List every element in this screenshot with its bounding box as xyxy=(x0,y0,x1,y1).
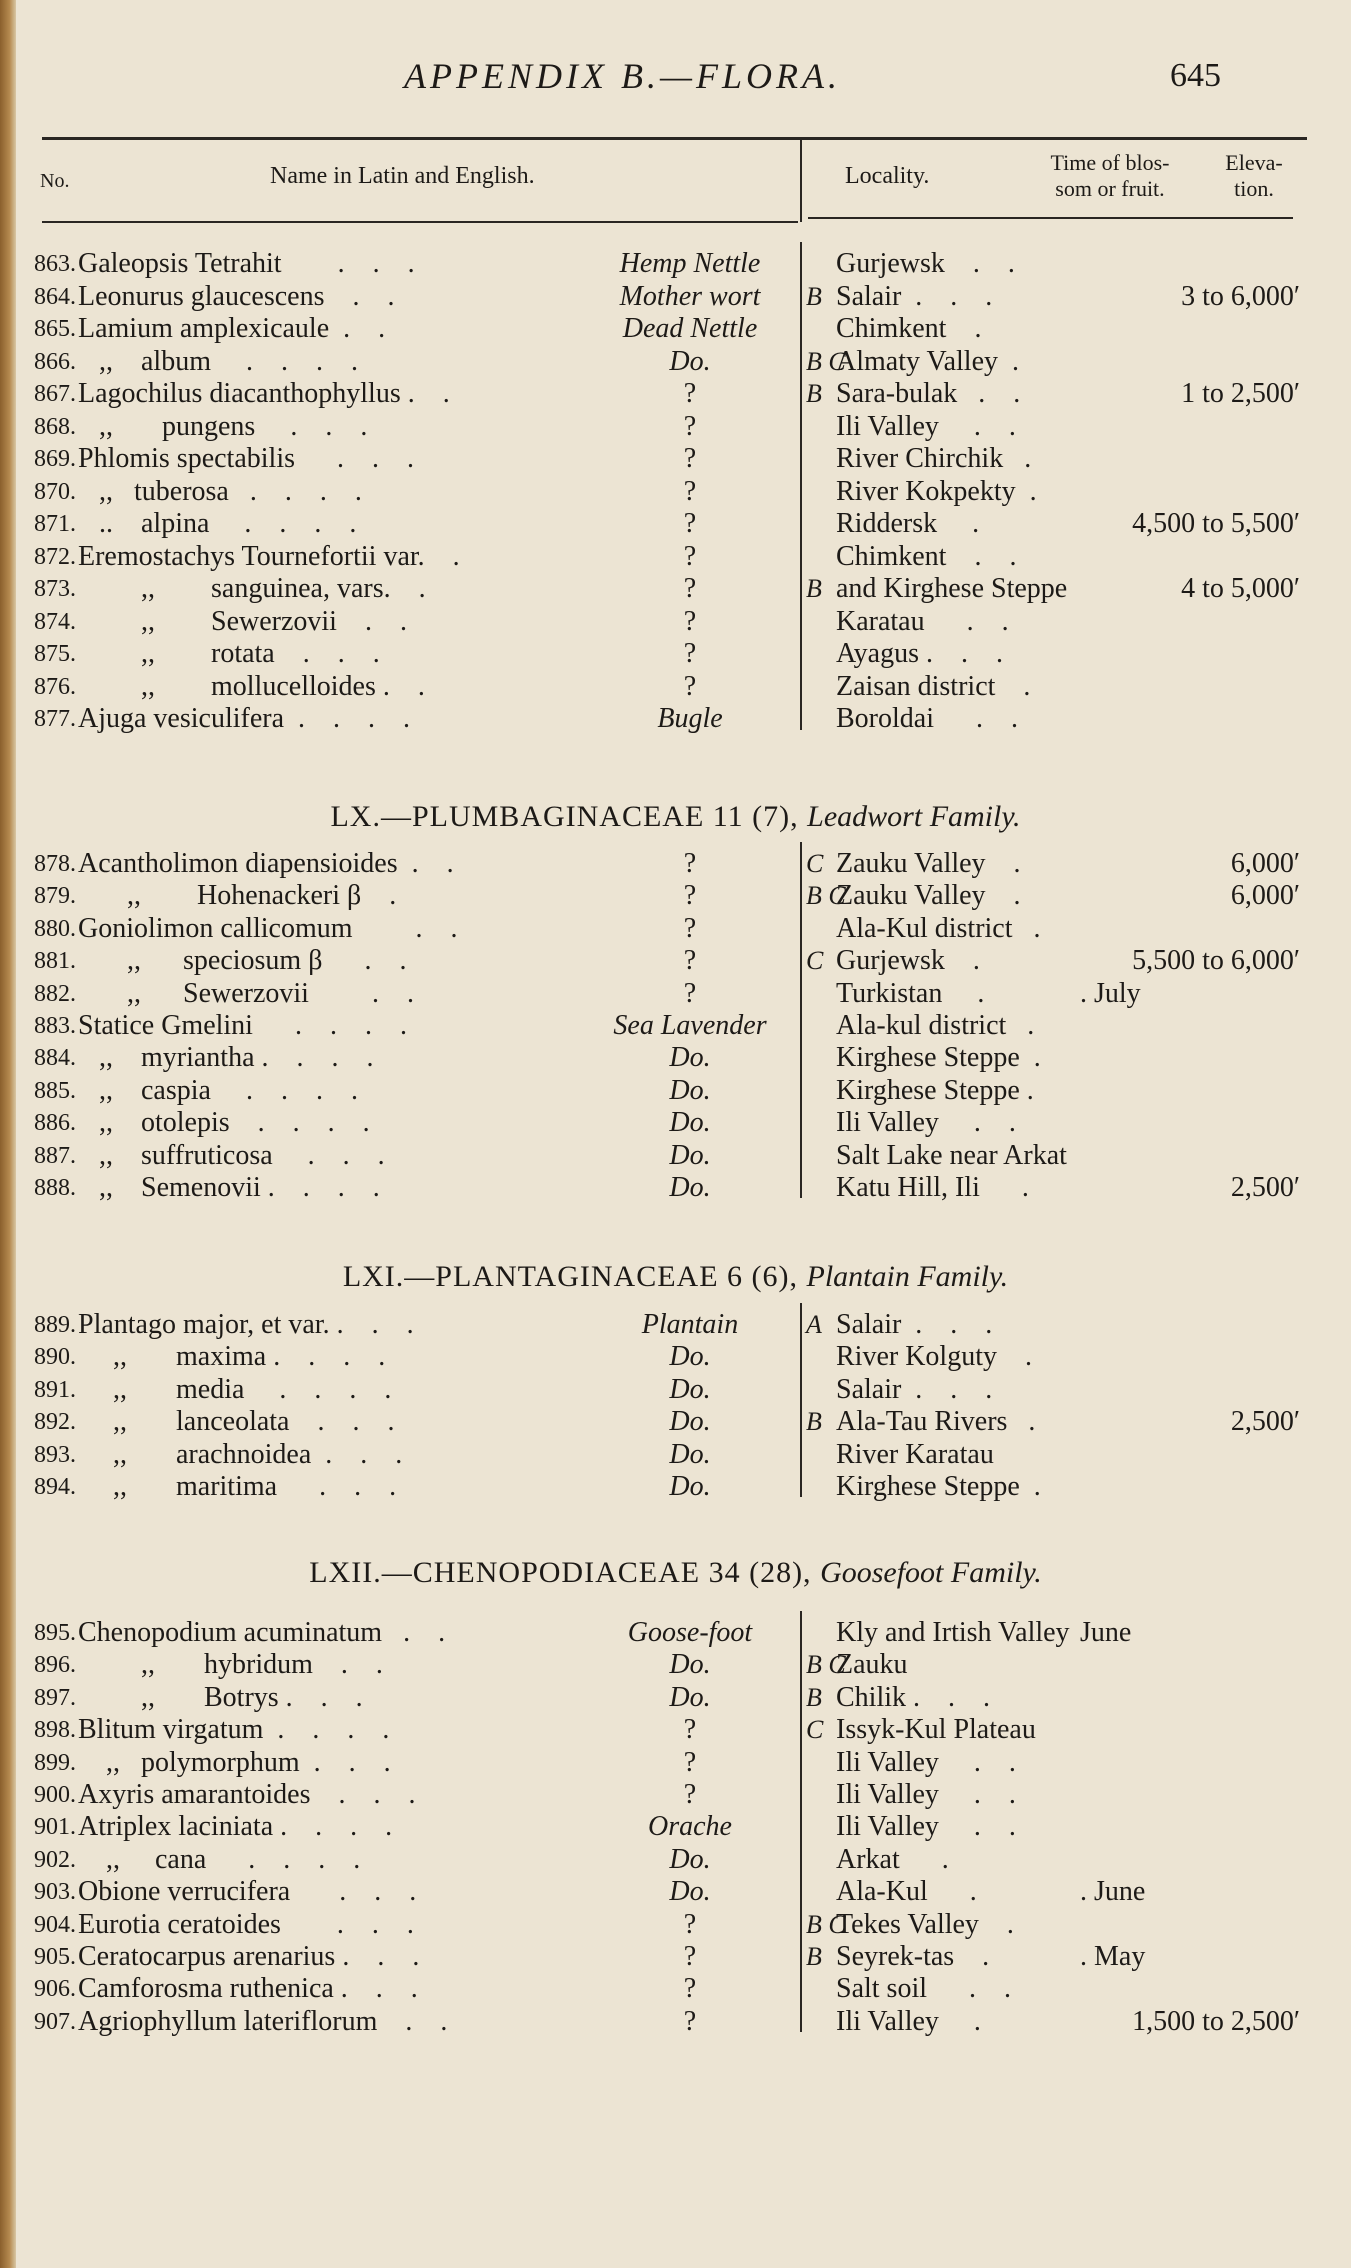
table-row xyxy=(0,945,1351,977)
latin-name: ,, myriantha . . . . xyxy=(78,1042,374,1074)
table-row xyxy=(0,1140,1351,1172)
locality: Salt soil . . xyxy=(836,1973,1012,2005)
english-name: ? xyxy=(683,945,697,977)
table-row xyxy=(0,1909,1351,1941)
entry-number: 891. xyxy=(34,1376,76,1403)
entry-number: 888. xyxy=(34,1175,76,1201)
latin-name: ,, maxima . . . . xyxy=(78,1341,386,1373)
locality: Seyrek-tas . xyxy=(836,1941,990,1972)
locality: Ili Valley . . xyxy=(836,1107,1016,1139)
elevation: 6,000′ xyxy=(1230,880,1300,912)
latin-name: Statice Gmelini . . . . xyxy=(78,1010,407,1041)
english-name: ? xyxy=(683,1941,697,1972)
english-name: ? xyxy=(683,670,697,702)
english-name: ? xyxy=(683,1714,697,1746)
latin-name: Ceratocarpus arenarius . . . xyxy=(78,1941,420,1972)
latin-name: Blitum virgatum . . . . xyxy=(78,1714,390,1746)
table-row xyxy=(0,1973,1351,2005)
zone-letter: C xyxy=(806,946,824,976)
latin-name: ,, polymorphum . . . xyxy=(78,1746,391,1778)
table-row xyxy=(0,1042,1351,1074)
table-row xyxy=(0,378,1351,410)
locality: Katu Hill, Ili . xyxy=(836,1172,1029,1203)
english-name: ? xyxy=(683,880,697,912)
english-name: Dead Nettle xyxy=(622,313,758,344)
entry-number: 874. xyxy=(34,608,76,635)
latin-name: Goniolimon callicomum . . xyxy=(78,912,458,944)
column-header-time-line1: Time of blos- xyxy=(1050,150,1170,175)
latin-name: Plantago major, et var. . . . xyxy=(78,1309,414,1340)
zone-letter: B xyxy=(806,281,822,311)
zone-letter: C xyxy=(806,1715,824,1745)
elevation: 3 to 6,000′ xyxy=(1181,280,1300,312)
table-row xyxy=(0,978,1351,1010)
entry-number: 894. xyxy=(34,1474,76,1500)
zone-letter: C xyxy=(806,849,824,878)
locality: Ala-kul district . xyxy=(836,1010,1035,1041)
top-rule xyxy=(42,137,1307,140)
locality: Chimkent . xyxy=(836,313,982,344)
table-row xyxy=(0,848,1351,880)
latin-name: ,, hybridum . . xyxy=(78,1649,383,1681)
english-name: Do. xyxy=(669,1074,711,1106)
latin-name: Galeopsis Tetrahit . . . xyxy=(78,248,415,279)
zone-letter: B C xyxy=(806,881,846,911)
entry-number: 905. xyxy=(34,1944,76,1970)
entry-number: 865. xyxy=(34,316,76,342)
entry-number: 893. xyxy=(34,1441,76,1468)
english-name: ? xyxy=(683,1908,697,1940)
family-english-name: Plantain Family. xyxy=(806,1260,1009,1293)
table-row xyxy=(0,1811,1351,1843)
table-row xyxy=(0,248,1351,280)
table-row xyxy=(0,281,1351,313)
blossom-time: . June xyxy=(1080,1876,1146,1908)
latin-name: ,, cana . . . . xyxy=(78,1843,361,1875)
locality: Salair . . . xyxy=(836,1309,993,1340)
locality: Turkistan . xyxy=(836,977,985,1009)
column-header-elev-line2: tion. xyxy=(1234,176,1274,201)
elevation: 2,500′ xyxy=(1230,1172,1300,1203)
locality: Arkat . xyxy=(836,1843,949,1875)
page-number: 645 xyxy=(1170,57,1221,94)
latin-name: ,, maritima . . . xyxy=(78,1471,397,1502)
latin-name: Acantholimon diapensioides . . xyxy=(78,848,454,879)
entry-number: 896. xyxy=(34,1652,76,1679)
locality: Chimkent . . xyxy=(836,540,1017,572)
entry-number: 907. xyxy=(34,2008,76,2035)
english-name: ? xyxy=(683,1746,697,1778)
locality: Ala-Kul . xyxy=(836,1876,977,1908)
elevation: 1,500 to 2,500′ xyxy=(1132,2005,1300,2037)
english-name: Orache xyxy=(648,1811,732,1843)
latin-name: Phlomis spectabilis . . . xyxy=(78,443,414,474)
table-row xyxy=(0,346,1351,378)
header-rule-right xyxy=(808,217,1293,219)
english-name: Do. xyxy=(669,1681,711,1713)
entry-number: 870. xyxy=(34,478,76,505)
latin-name: ,, arachnoidea . . . xyxy=(78,1438,403,1470)
english-name: Bugle xyxy=(657,703,723,734)
table-row xyxy=(0,1844,1351,1876)
elevation: 4 to 5,000′ xyxy=(1181,573,1300,604)
column-header-locality: Locality. xyxy=(845,163,930,189)
locality: Zauku Valley . xyxy=(836,848,1021,879)
latin-name: Lamium amplexicaule . . xyxy=(78,313,386,344)
locality: Kirghese Steppe . xyxy=(836,1074,1034,1106)
elevation: 2,500′ xyxy=(1230,1406,1300,1438)
locality: Tekes Valley . xyxy=(836,1908,1014,1940)
zone-letter: B xyxy=(806,379,822,408)
family-name: LX.—PLUMBAGINACEAE 11 (7), xyxy=(330,800,808,833)
table-row xyxy=(0,703,1351,735)
table-row xyxy=(0,1617,1351,1649)
english-name: Hemp Nettle xyxy=(619,248,761,279)
latin-name: Chenopodium acuminatum . . xyxy=(78,1617,446,1648)
table-row xyxy=(0,1374,1351,1406)
table-row xyxy=(0,1649,1351,1681)
locality: Gurjewsk . . xyxy=(836,248,1015,279)
entry-number: 904. xyxy=(34,1911,76,1938)
running-head xyxy=(0,55,1351,105)
entry-number: 887. xyxy=(34,1142,76,1169)
family-english-name: Goosefoot Family. xyxy=(820,1556,1042,1589)
family-name: LXI.—PLANTAGINACEAE 6 (6), xyxy=(342,1260,807,1293)
entry-number: 866. xyxy=(34,348,76,375)
table-row xyxy=(0,508,1351,540)
latin-name: ,, suffruticosa . . . xyxy=(78,1139,385,1171)
table-row xyxy=(0,1471,1351,1503)
column-header-name: Name in Latin and English. xyxy=(270,163,535,189)
entry-number: 879. xyxy=(34,883,76,910)
column-divider-header xyxy=(800,140,802,222)
locality: Ili Valley . . xyxy=(836,410,1016,442)
table-row xyxy=(0,1747,1351,1779)
entry-number: 901. xyxy=(34,1814,76,1841)
entry-number: 883. xyxy=(34,1013,76,1039)
family-english-name: Leadwort Family. xyxy=(807,800,1021,833)
english-name: Do. xyxy=(669,1373,711,1405)
latin-name: ,, rotata . . . xyxy=(78,638,380,669)
locality: Ala-Kul district . xyxy=(836,912,1041,944)
english-name: ? xyxy=(683,848,697,879)
table-row xyxy=(0,880,1351,912)
latin-name: Agriophyllum lateriflorum . . xyxy=(78,2005,448,2037)
column-header-elevation xyxy=(1208,150,1300,202)
english-name: ? xyxy=(683,378,697,409)
entry-number: 877. xyxy=(34,706,76,732)
table-row xyxy=(0,1010,1351,1042)
latin-name: ,, Sewerzovii . . xyxy=(78,977,414,1009)
locality: Salt Lake near Arkat xyxy=(836,1139,1067,1171)
entry-number: 900. xyxy=(34,1782,76,1808)
blossom-time: . May xyxy=(1080,1941,1146,1972)
locality: Kly and Irtish Valley xyxy=(836,1617,1070,1648)
table-row xyxy=(0,1682,1351,1714)
zone-letter: B C xyxy=(806,1909,846,1939)
locality: and Kirghese Steppe xyxy=(836,573,1068,604)
locality: Ayagus . . . xyxy=(836,638,1003,669)
english-name: Do. xyxy=(669,345,711,377)
english-name: Do. xyxy=(669,1876,711,1908)
locality: River Karatau xyxy=(836,1438,994,1470)
locality: Chilik . . . xyxy=(836,1681,991,1713)
elevation: 5,500 to 6,000′ xyxy=(1132,945,1300,977)
entry-number: 873. xyxy=(34,576,76,602)
latin-name: .. alpina . . . . xyxy=(78,508,357,539)
english-name: ? xyxy=(683,508,697,539)
zone-letter: B xyxy=(806,1682,822,1712)
entry-number: 895. xyxy=(34,1620,76,1646)
blossom-time: . July xyxy=(1080,977,1141,1009)
column-header-elev-line1: Eleva- xyxy=(1225,150,1283,175)
zone-letter: B C xyxy=(806,1650,846,1680)
table-row xyxy=(0,671,1351,703)
table-row xyxy=(0,638,1351,670)
family-name: LXII.—CHENOPODIACEAE 34 (28), xyxy=(309,1556,821,1589)
latin-name: Atriplex laciniata . . . . xyxy=(78,1811,393,1843)
english-name: ? xyxy=(683,540,697,572)
latin-name: ,, album . . . . xyxy=(78,345,358,377)
entry-number: 872. xyxy=(34,543,76,570)
table-row xyxy=(0,1075,1351,1107)
table-row xyxy=(0,606,1351,638)
entry-number: 864. xyxy=(34,283,76,310)
table-row xyxy=(0,476,1351,508)
locality: Zauku xyxy=(836,1649,908,1681)
family-title xyxy=(0,1556,1351,1590)
locality: Ili Valley . . xyxy=(836,1779,1016,1810)
entry-number: 898. xyxy=(34,1717,76,1744)
locality: Kirghese Steppe . xyxy=(836,1042,1041,1074)
english-name: Mother wort xyxy=(619,280,761,312)
locality: Zaisan district . xyxy=(836,670,1031,702)
locality: River Chirchik . xyxy=(836,443,1032,474)
entry-number: 868. xyxy=(34,413,76,440)
locality: Riddersk . xyxy=(836,508,980,539)
english-name: Do. xyxy=(669,1438,711,1470)
zone-letter: B xyxy=(806,1942,822,1971)
english-name: Sea Lavender xyxy=(613,1010,767,1041)
entry-number: 892. xyxy=(34,1409,76,1436)
latin-name: ,, Sewerzovii . . xyxy=(78,605,407,637)
latin-name: Obione verrucifera . . . xyxy=(78,1876,417,1908)
locality: Salair . . . xyxy=(836,280,993,312)
table-row xyxy=(0,1714,1351,1746)
latin-name: ,, mollucelloides . . xyxy=(78,670,425,702)
elevation: 4,500 to 5,500′ xyxy=(1132,508,1300,539)
running-title: APPENDIX B.—FLORA. xyxy=(404,56,841,96)
locality: Sara-bulak . . xyxy=(836,378,1021,409)
english-name: Do. xyxy=(669,1139,711,1171)
table-row xyxy=(0,1107,1351,1139)
locality: Boroldai . . xyxy=(836,703,1018,734)
table-row xyxy=(0,443,1351,475)
english-name: ? xyxy=(683,912,697,944)
column-header-time-line2: som or fruit. xyxy=(1055,176,1165,201)
table-row xyxy=(0,913,1351,945)
entry-number: 884. xyxy=(34,1045,76,1072)
english-name: ? xyxy=(683,410,697,442)
zone-letter: B C xyxy=(806,346,846,376)
table-row xyxy=(0,1439,1351,1471)
entry-number: 876. xyxy=(34,673,76,700)
table-row xyxy=(0,541,1351,573)
family-title xyxy=(0,1260,1351,1294)
zone-letter: B xyxy=(806,1407,822,1437)
entry-number: 875. xyxy=(34,641,76,667)
entry-number: 897. xyxy=(34,1684,76,1711)
entry-number: 899. xyxy=(34,1749,76,1776)
entry-number: 889. xyxy=(34,1312,76,1338)
english-name: ? xyxy=(683,977,697,1009)
latin-name: ,, Hohenackeri β . xyxy=(78,880,397,912)
latin-name: ,, tuberosa . . . . xyxy=(78,475,362,507)
locality: Ili Valley . . xyxy=(836,1811,1016,1843)
locality: Ili Valley . xyxy=(836,2005,981,2037)
latin-name: ,, speciosum β . . xyxy=(78,945,407,977)
english-name: ? xyxy=(683,605,697,637)
table-row xyxy=(0,1941,1351,1973)
latin-name: ,, media . . . . xyxy=(78,1373,392,1405)
entry-number: 902. xyxy=(34,1846,76,1873)
english-name: ? xyxy=(683,443,697,474)
locality: Karatau . . xyxy=(836,605,1009,637)
table-row xyxy=(0,1876,1351,1908)
locality: Issyk-Kul Plateau xyxy=(836,1714,1036,1746)
locality: Gurjewsk . xyxy=(836,945,980,977)
table-row xyxy=(0,411,1351,443)
english-name: Plantain xyxy=(641,1309,739,1340)
table-row xyxy=(0,2006,1351,2038)
locality: Zauku Valley . xyxy=(836,880,1021,912)
english-name: Do. xyxy=(669,1107,711,1139)
table-row xyxy=(0,1341,1351,1373)
latin-name: Eremostachys Tournefortii var. . xyxy=(78,540,460,572)
elevation: 1 to 2,500′ xyxy=(1181,378,1300,409)
entry-number: 886. xyxy=(34,1110,76,1137)
table-row xyxy=(0,1406,1351,1438)
zone-letter: A xyxy=(806,1310,822,1339)
family-title xyxy=(0,800,1351,834)
latin-name: ,, Botrys . . . xyxy=(78,1681,363,1713)
english-name: ? xyxy=(683,1779,697,1810)
latin-name: Lagochilus diacanthophyllus . . xyxy=(78,378,450,409)
locality: Ili Valley . . xyxy=(836,1746,1016,1778)
entry-number: 880. xyxy=(34,915,76,942)
table-row xyxy=(0,1172,1351,1204)
table-row xyxy=(0,1309,1351,1341)
english-name: ? xyxy=(683,1973,697,2005)
elevation: 6,000′ xyxy=(1230,848,1300,879)
column-header-time xyxy=(1030,150,1190,202)
latin-name: Ajuga vesiculifera . . . . xyxy=(78,703,411,734)
latin-name: ,, Semenovii . . . . xyxy=(78,1172,380,1203)
column-header-no: No. xyxy=(40,170,70,192)
entry-number: 869. xyxy=(34,446,76,472)
latin-name: Axyris amarantoides . . . xyxy=(78,1779,416,1810)
locality: Ala-Tau Rivers . xyxy=(836,1406,1036,1438)
english-name: Do. xyxy=(669,1042,711,1074)
entry-number: 867. xyxy=(34,381,76,407)
table-row xyxy=(0,313,1351,345)
entry-number: 885. xyxy=(34,1077,76,1104)
latin-name: Leonurus glaucescens . . xyxy=(78,280,395,312)
latin-name: Camforosma ruthenica . . . xyxy=(78,1973,418,2005)
entry-number: 878. xyxy=(34,851,76,877)
locality: River Kolguty . xyxy=(836,1341,1032,1373)
english-name: Do. xyxy=(669,1649,711,1681)
english-name: Do. xyxy=(669,1471,711,1502)
entry-number: 881. xyxy=(34,948,76,975)
english-name: Do. xyxy=(669,1341,711,1373)
entry-number: 882. xyxy=(34,980,76,1007)
entry-number: 871. xyxy=(34,511,76,537)
zone-letter: B xyxy=(806,574,822,603)
entry-number: 890. xyxy=(34,1344,76,1371)
latin-name: ,, lanceolata . . . xyxy=(78,1406,395,1438)
entry-number: 863. xyxy=(34,251,76,277)
english-name: Do. xyxy=(669,1172,711,1203)
english-name: ? xyxy=(683,638,697,669)
locality: River Kokpekty . xyxy=(836,475,1037,507)
locality: Kirghese Steppe . xyxy=(836,1471,1041,1502)
english-name: Do. xyxy=(669,1843,711,1875)
table-row xyxy=(0,1779,1351,1811)
english-name: ? xyxy=(683,475,697,507)
latin-name: Eurotia ceratoides . . . xyxy=(78,1908,414,1940)
entry-number: 906. xyxy=(34,1976,76,2003)
latin-name: ,, pungens . . . xyxy=(78,410,368,442)
latin-name: ,, otolepis . . . . xyxy=(78,1107,370,1139)
blossom-time: June xyxy=(1080,1617,1132,1648)
header-rule-left xyxy=(42,221,798,223)
entry-number: 903. xyxy=(34,1879,76,1906)
locality: Salair . . . xyxy=(836,1373,993,1405)
latin-name: ,, sanguinea, vars. . xyxy=(78,573,426,604)
english-name: Do. xyxy=(669,1406,711,1438)
latin-name: ,, caspia . . . . xyxy=(78,1074,358,1106)
english-name: ? xyxy=(683,2005,697,2037)
english-name: ? xyxy=(683,573,697,604)
locality: Almaty Valley . xyxy=(836,345,1020,377)
english-name: Goose-foot xyxy=(627,1617,753,1648)
table-row xyxy=(0,573,1351,605)
